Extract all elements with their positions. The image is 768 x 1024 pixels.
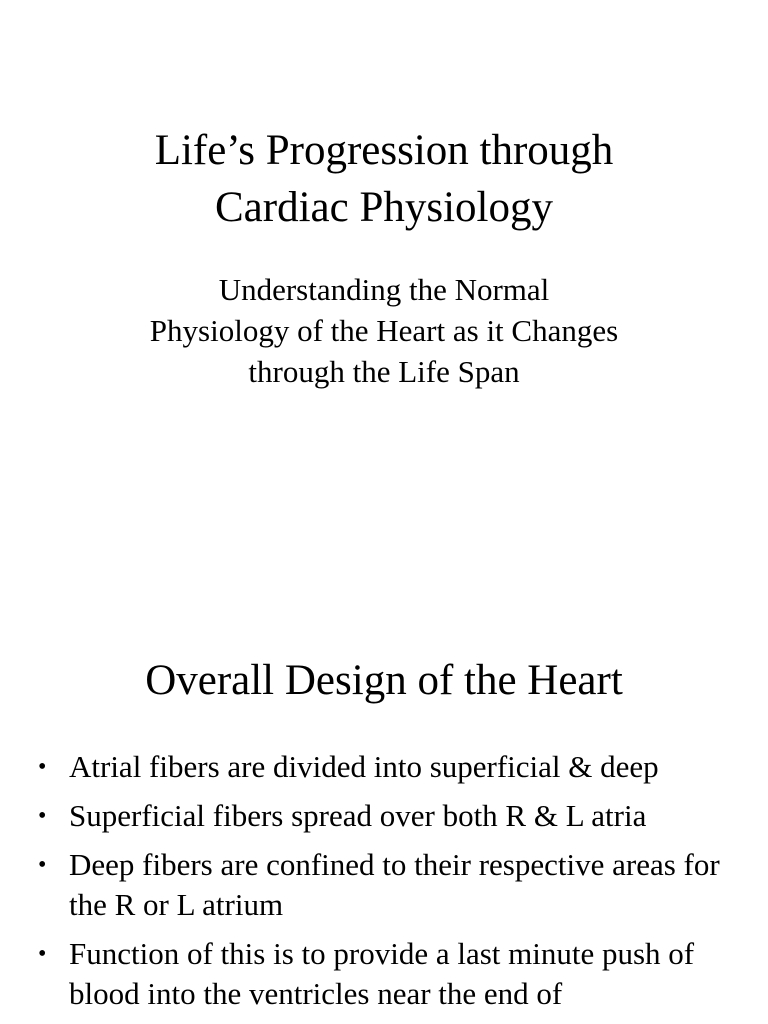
slide-title-line: Life’s Progression through bbox=[154, 127, 614, 174]
bullet-item bbox=[0, 796, 768, 836]
bullet-item bbox=[0, 845, 768, 925]
slide-subtitle-line: Physiology of the Heart as it Changes bbox=[149, 313, 619, 348]
bullet-text: Atrial fibers are divided into superficial & deep bbox=[69, 749, 659, 784]
content-slide-title: Overall Design of the Heart bbox=[145, 657, 623, 704]
bullet-icon: • bbox=[38, 803, 47, 829]
bullet-icon: • bbox=[38, 852, 47, 878]
slide-subtitle bbox=[0, 269, 768, 392]
slide-title-line: Cardiac Physiology bbox=[215, 184, 553, 231]
slide-subtitle-line: through the Life Span bbox=[248, 354, 520, 389]
bullet-list bbox=[0, 747, 768, 1023]
slide-subtitle-line: Understanding the Normal bbox=[218, 272, 550, 307]
bullet-item bbox=[0, 934, 768, 1014]
slide-title bbox=[0, 122, 768, 236]
bullet-text: Superficial fibers spread over both R & L atria bbox=[69, 798, 647, 833]
bullet-text: Function of this is to provide a last minute push of blood into the ventricles near the end of bbox=[69, 936, 695, 1011]
bullet-icon: • bbox=[38, 754, 47, 780]
bullet-item bbox=[0, 747, 768, 787]
bullet-text: Deep fibers are confined to their respective areas for the R or L atrium bbox=[69, 847, 720, 922]
bullet-icon: • bbox=[38, 941, 47, 967]
